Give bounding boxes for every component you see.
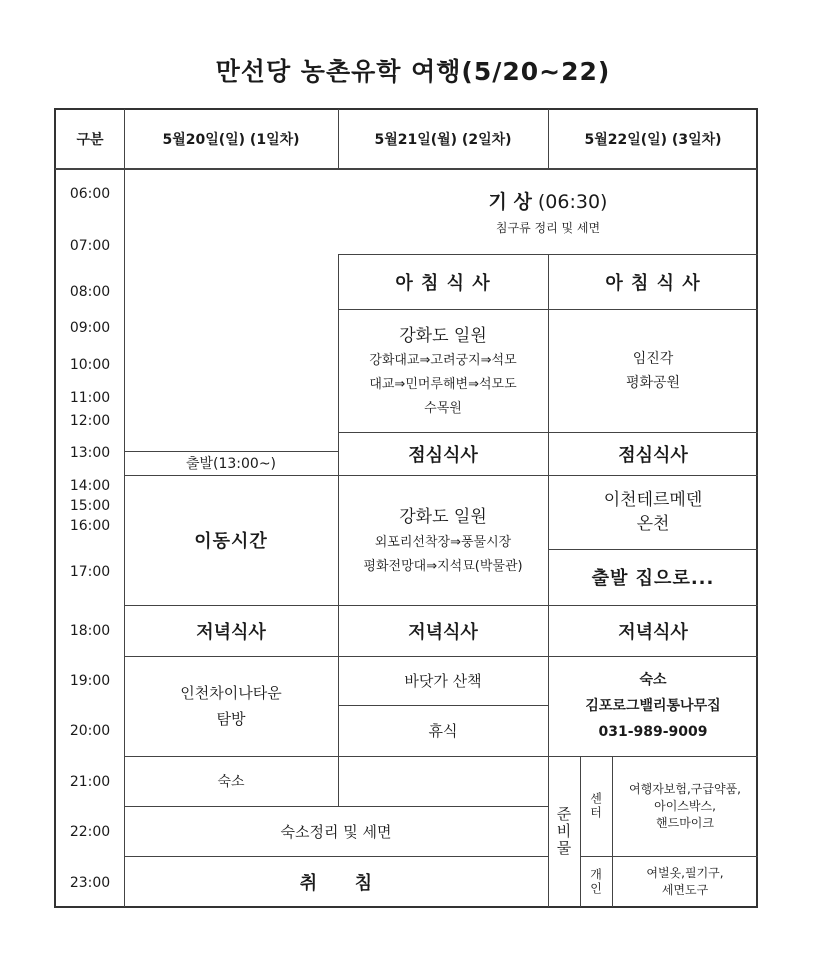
terme-line: 이천테르메덴: [603, 490, 703, 510]
day3-terme-spa: [548, 475, 758, 549]
day1-departure: 출발(13:00~): [185, 456, 277, 472]
ganghwa-route-line: 강화대교⇒고려궁지⇒석모: [369, 352, 517, 368]
day1-transit: 이동시간: [194, 531, 268, 552]
day2-lunch: 점심식사: [408, 444, 478, 466]
time-label: 09:00: [69, 320, 111, 336]
header-day2: 5월21일(월) (2일차): [374, 132, 512, 148]
prep-center-items: [612, 756, 758, 856]
time-label: 22:00: [69, 824, 111, 840]
chinatown-line: 인천차이나타운: [180, 684, 282, 702]
day3-imjingak: [548, 309, 758, 432]
day1-lodging: 숙소: [217, 774, 245, 790]
day2-dinner: 저녁식사: [408, 621, 478, 643]
day2-rest: 휴식: [428, 722, 458, 740]
prep-item-line: 여벌옷,필기구,: [646, 865, 724, 880]
time-label: 14:00: [69, 478, 111, 494]
day3-lodging: [548, 656, 758, 756]
prep-center-label-cell: [580, 756, 612, 856]
ganghwa-title: 강화도 일원: [399, 506, 487, 527]
terme-line: 온천: [636, 514, 670, 534]
chinatown-line: 탐방: [216, 710, 246, 728]
wakeup-cell: [338, 170, 758, 254]
day3-lunch: 점심식사: [618, 444, 688, 466]
time-label: 19:00: [69, 673, 111, 689]
ganghwa-route-line: 대교⇒민머루해변⇒석모도: [369, 376, 517, 392]
wakeup-sub: 침구류 정리 및 세면: [495, 221, 601, 235]
time-label: 21:00: [69, 774, 111, 790]
time-label: 16:00: [69, 518, 111, 534]
day2-beach-walk: 바닷가 산책: [404, 672, 482, 690]
time-label: 15:00: [69, 498, 111, 514]
imjingak-line: 임진각: [632, 350, 674, 367]
header-day3: 5월22일(일) (3일차): [584, 132, 722, 148]
ganghwa-title: 강화도 일원: [399, 325, 487, 346]
ganghwa-route-line: 수목원: [424, 400, 462, 416]
page-title: 만선당 농촌유학 여행(5/20~22): [215, 57, 611, 86]
cleanup-cell: 숙소정리 및 세면: [280, 822, 392, 841]
prep-item-line: 핸드마이크: [656, 815, 714, 830]
ganghwa-route-line: 외포리선착장⇒풍물시장: [374, 534, 512, 550]
time-label: 06:00: [69, 186, 111, 202]
day2-ganghwa-morning: [338, 309, 548, 432]
time-label: 07:00: [69, 238, 111, 254]
prep-personal-items: [612, 856, 758, 907]
prep-label-cell: [548, 756, 580, 907]
header-day1: 5월20일(일) (1일차): [162, 132, 300, 148]
prep-personal-label: 개인: [588, 867, 603, 896]
header-category: 구분: [76, 132, 104, 148]
day2-breakfast: 아 침 식 사: [395, 272, 491, 294]
lodging-label: 숙소: [639, 672, 667, 688]
time-label: 23:00: [69, 875, 111, 891]
day3-dinner: 저녁식사: [618, 621, 688, 643]
lodging-name: 김포로그밸리통나무집: [585, 698, 721, 714]
prep-label: 준비물: [554, 806, 573, 857]
ganghwa-route-line: 평화전망대⇒지석묘(박물관): [363, 558, 523, 574]
prep-personal-label-cell: [580, 856, 612, 907]
lodging-phone: 031-989-9009: [598, 724, 708, 740]
day1-chinatown: [124, 656, 338, 756]
day2-ganghwa-afternoon: [338, 475, 548, 605]
time-label: 12:00: [69, 413, 111, 429]
time-label: 11:00: [69, 390, 111, 406]
wakeup-title: 기 상: [488, 191, 532, 213]
prep-item-line: 여행자보험,구급약품,: [629, 781, 741, 796]
prep-item-line: 아이스박스,: [654, 798, 716, 813]
time-label: 08:00: [69, 284, 111, 300]
prep-item-line: 세면도구: [661, 882, 709, 897]
time-label: 18:00: [69, 623, 111, 639]
time-label: 17:00: [69, 564, 111, 580]
prep-center-label: 센터: [588, 792, 603, 820]
time-label: 10:00: [69, 357, 111, 373]
day3-go-home: 출발 집으로...: [591, 568, 715, 589]
wakeup-time: (06:30): [537, 191, 608, 213]
day1-dinner: 저녁식사: [196, 621, 266, 643]
time-label: 13:00: [69, 445, 111, 461]
day3-breakfast: 아 침 식 사: [605, 272, 701, 294]
time-label: 20:00: [69, 723, 111, 739]
imjingak-line: 평화공원: [625, 374, 681, 391]
sleep-cell: 취 침: [299, 872, 373, 894]
